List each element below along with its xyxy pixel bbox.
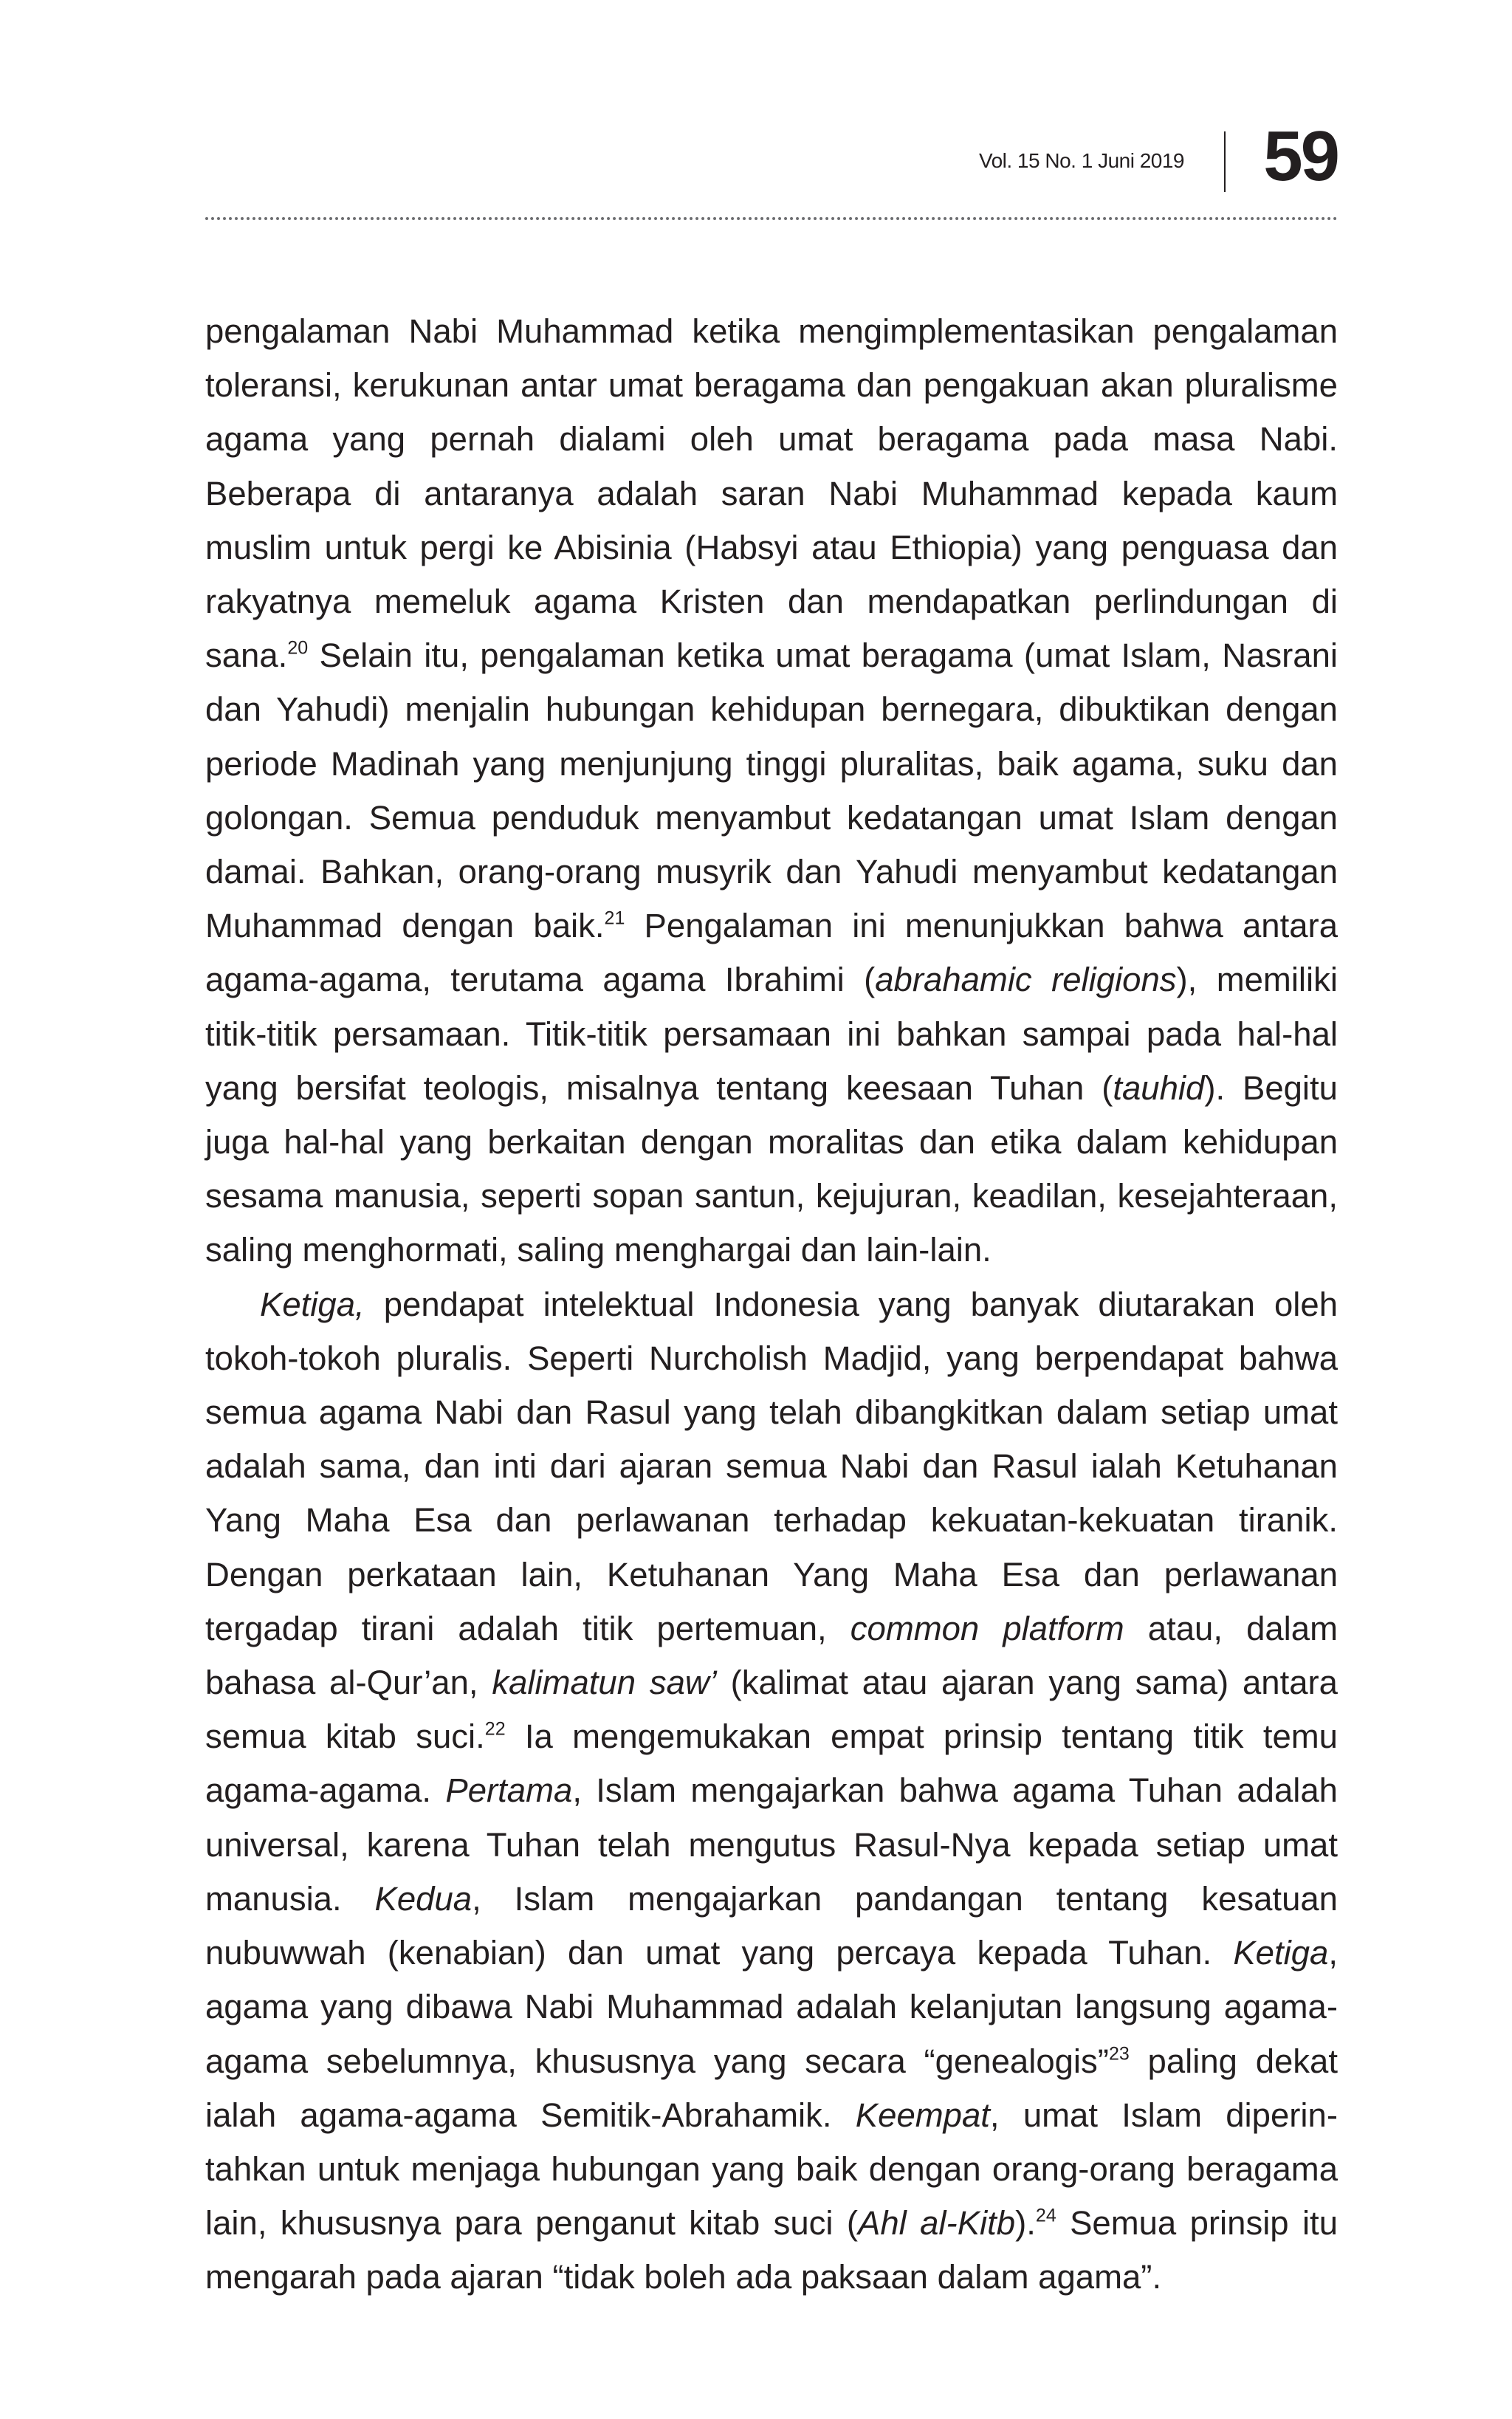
page-header (205, 118, 1338, 207)
paragraph-pluralism-experience (205, 304, 1338, 1277)
page-number: 59 (1263, 117, 1338, 196)
header-divider (1224, 131, 1226, 192)
footnote-ref-24: 24 (1035, 2205, 1056, 2226)
italic-term: Ketiga (1233, 1934, 1329, 1972)
text-run: ). Begitu juga hal-hal yang berkaitan dengan moralitas dan etika dalam kehidupan sesama manusia, seperti sopan santun, kejujuran, keadilan, kesejahteraan, saling menghormati, saling menghargai dan lain-lain. (205, 1068, 1338, 1269)
dotted-rule (205, 217, 1338, 220)
footnote-ref-23: 23 (1108, 2042, 1130, 2064)
text-run: (kalimat atau ajaran yang sama) antara semua kitab suci. (205, 1664, 1338, 1756)
text-run: pengalaman Nabi Muhammad ketika mengimplementasikan pengalaman toleransi, kerukunan antar umat beragama dan pengakuan akan pluralisme agama yang pernah dialami oleh umat beragama pada masa Nabi. Beberapa di antaranya adalah saran Nabi Muhammad kepada kaum muslim untuk pergi ke Abisinia (Habsyi atau Ethiopia) yang penguasa dan rakyatnya memeluk agama Kristen dan mendapatkan perlindungan di sana. (205, 312, 1338, 675)
paragraph-intellectual-opinion (205, 1277, 1338, 2305)
text-run: paling dekat ialah agama-agama Semitik-Abrahamik. (205, 2042, 1338, 2134)
text-run: , Islam mengajarkan bahwa agama Tuhan adalah universal, karena Tuhan telah mengutus Rasul-Nya kepada setiap umat manusia. (205, 1771, 1338, 1918)
text-run: pendapat intelektual Indonesia yang banyak diutarakan oleh tokoh-tokoh pluralis. Seperti Nurcholish Madjid, yang berpendapat bahwa semua agama Nabi dan Rasul yang telah dibangkitkan dalam setiap umat adalah sama, dan inti dari ajaran semua Nabi dan Rasul ialah Ketuhanan Yang Maha Esa dan perlawanan terhadap kekuatan-kekuatan tiranik. Dengan perkataan lain, Ketuhanan Yang Maha Esa dan perlawanan tergadap tirani adalah titik pertemuan, (205, 1285, 1338, 1647)
italic-term: Kedua (374, 1879, 472, 1918)
italic-term: common platform (850, 1609, 1124, 1647)
italic-term: kalimatun saw’ (492, 1664, 717, 1702)
text-run: atau, dalam bahasa al-Qur’an, (205, 1609, 1338, 1702)
italic-term: tauhid (1113, 1068, 1205, 1107)
italic-term: Keempat (855, 2096, 990, 2134)
italic-term: Pertama (445, 1771, 573, 1810)
text-run: ). (1015, 2204, 1036, 2243)
footnote-ref-20: 20 (287, 637, 309, 659)
journal-volume-info: Vol. 15 No. 1 Juni 2019 (978, 149, 1184, 172)
text-run: ), memiliki titik-titik persamaan. Titik-titik persamaan ini bahkan sampai pada hal-hal yang bersifat teologis, misalnya tentang keesaan Tuhan ( (205, 961, 1339, 1107)
italic-term: Ketiga, (260, 1285, 365, 1323)
italic-term: abrahamic religions (875, 961, 1177, 999)
italic-term: Ahl al-Kitb (858, 2204, 1016, 2243)
footnote-ref-21: 21 (604, 907, 625, 929)
text-run: Semua prinsip itu mengarah pada ajaran “tidak boleh ada paksaan dalam agama”. (205, 2204, 1338, 2296)
text-run: Ia mengemukakan empat prinsip tentang titik temu agama-agama. (205, 1718, 1338, 1810)
text-run: , Islam mengajarkan pandangan tentang kesatuan nubuwwah (kenabian) dan umat yang percaya kepada Tuhan. (205, 1879, 1338, 1972)
body-text (205, 304, 1338, 2305)
text-run: , agama yang dibawa Nabi Muhammad adalah kelanjutan langsung agama-agama sebelumnya, khususnya yang secara “genealogis” (205, 1934, 1338, 2080)
text-run: Pengalaman ini menunjukkan bahwa antara agama-agama, terutama agama Ibrahimi ( (205, 907, 1338, 999)
footnote-ref-22: 22 (484, 1718, 506, 1740)
text-run: Selain itu, pengalaman ketika umat beragama (umat Islam, Nasrani dan Yahudi) menjalin hubungan kehidupan bernegara, dibuktikan dengan periode Madinah yang menjunjung tinggi pluralitas, baik agama, suku dan golongan. Semua penduduk menyambut kedatangan umat Islam dengan damai. Bahkan, orang-orang musyrik dan Yahudi menyambut kedatangan Muhammad dengan baik. (205, 637, 1338, 945)
text-run: , umat Islam diperintahkan untuk menjaga hubungan yang baik dengan orang-orang beragama lain, khususnya para penganut kitab suci ( (205, 2096, 1338, 2243)
